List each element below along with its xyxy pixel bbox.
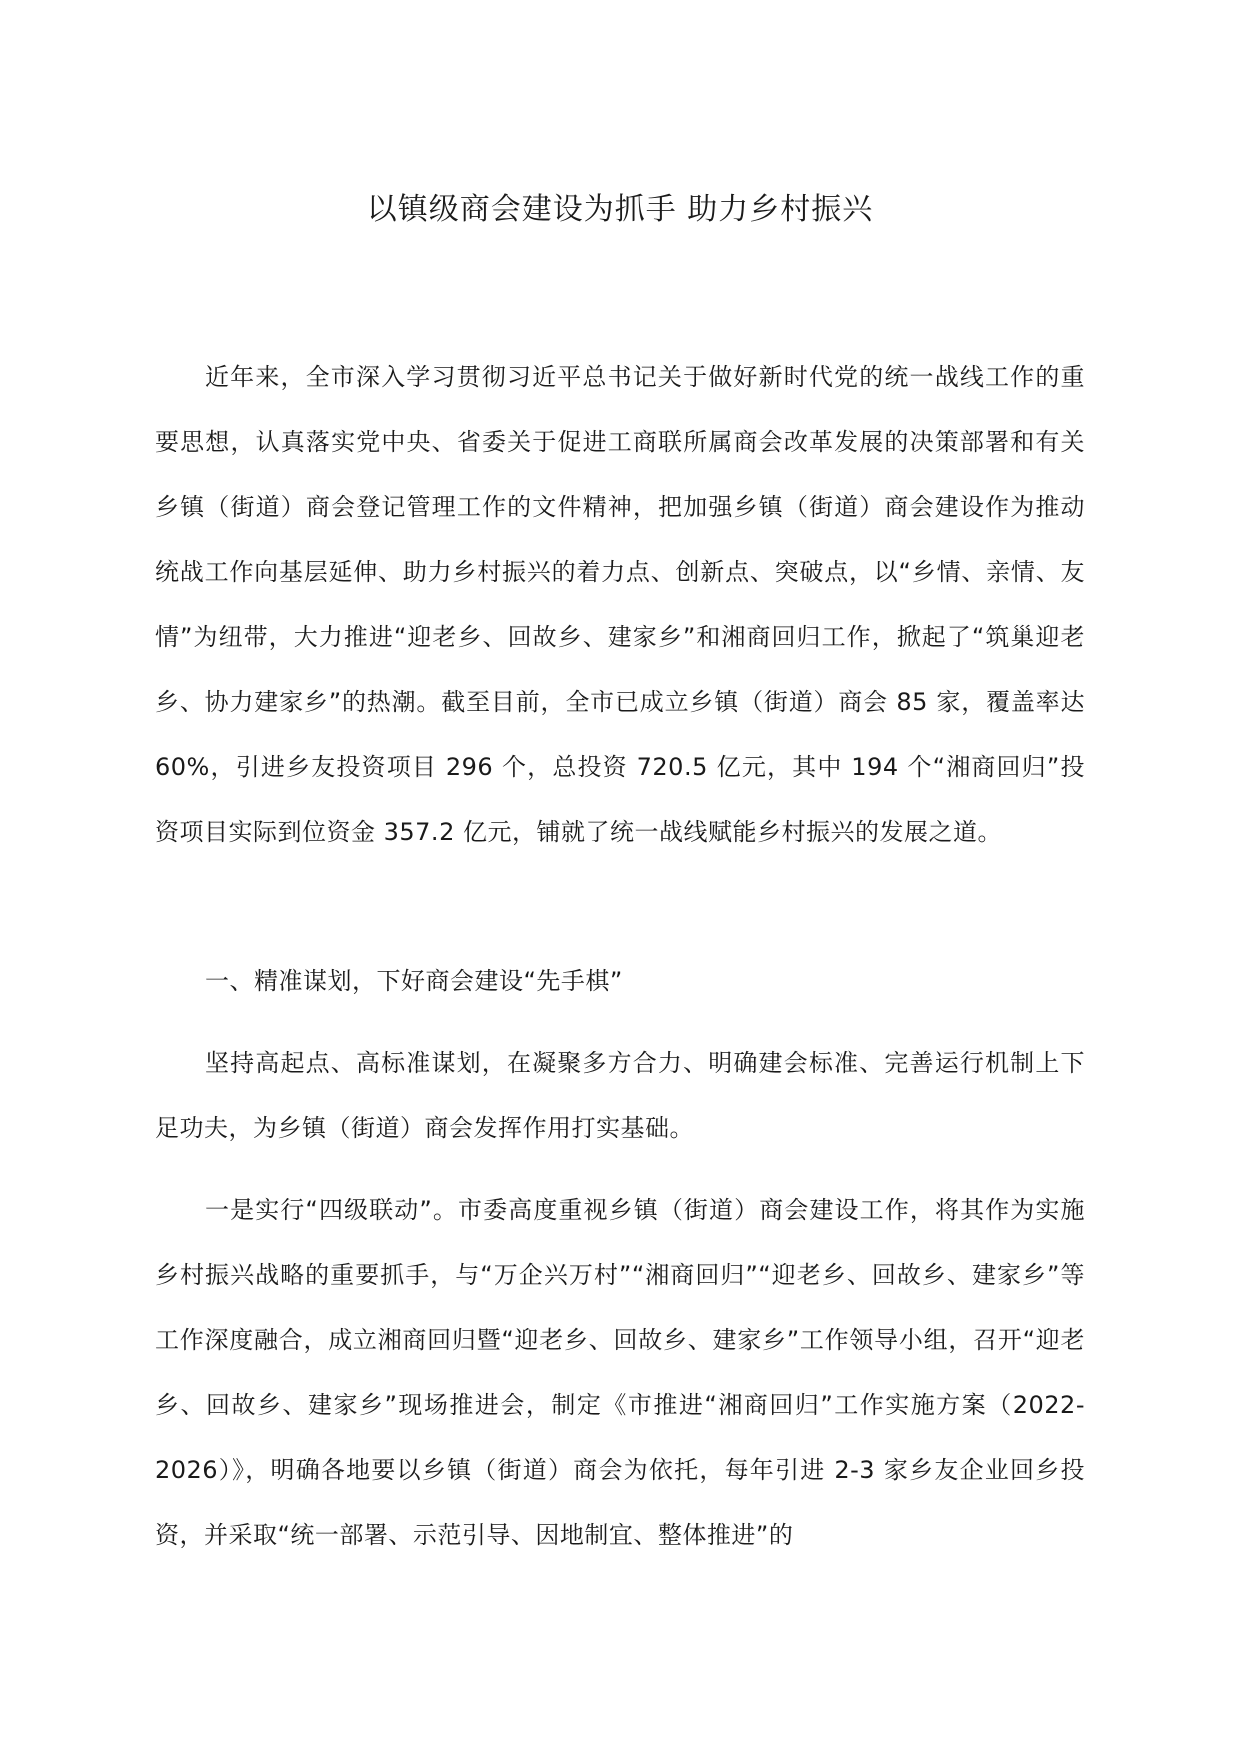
- document-title: 以镇级商会建设为抓手 助力乡村振兴: [366, 192, 874, 227]
- paragraph-text: 一是实行“四级联动”。市委高度重视乡镇（街道）商会建设工作，将其作为实施乡村振兴战略的重要抓手，与“万企兴万村”“湘商回归”“迎老乡、回故乡、建家乡”等工作深度融合，成立湘商回归暨“迎老乡、回故乡、建家乡”工作领导小组，召开“迎老乡、回故乡、建家乡”现场推进会，制定《市推进“湘商回归”工作实施方案（2022-2026）》，明确各地要以乡镇（街道）商会为依托，每年引进 2-3 家乡友企业回乡投资，并采取“统一部署、示范引导、因地制宜、整体推进”的: [155, 1196, 1085, 1549]
- paragraph-text: 坚持高起点、高标准谋划，在凝聚多方合力、明确建会标准、完善运行机制上下足功夫，为乡镇（街道）商会发挥作用打实基础。: [155, 1049, 1085, 1142]
- paragraph-four-level: [155, 1178, 1085, 1568]
- paragraph-text: 近年来，全市深入学习贯彻习近平总书记关于做好新时代党的统一战线工作的重要思想，认真落实党中央、省委关于促进工商联所属商会改革发展的决策部署和有关乡镇（街道）商会登记管理工作的文件精神，把加强乡镇（街道）商会建设作为推动统战工作向基层延伸、助力乡村振兴的着力点、创新点、突破点，以“乡情、亲情、友情”为纽带，大力推进“迎老乡、回故乡、建家乡”和湘商回归工作，掀起了“筑巢迎老乡、协力建家乡”的热潮。截至目前，全市已成立乡镇（街道）商会 85 家，覆盖率达 60%，引进乡友投资项目 296 个，总投资 720.5 亿元，其中 194 个“湘商回归”投资项目实际到位资金 357.2 亿元，铺就了统一战线赋能乡村振兴的发展之道。: [155, 363, 1085, 846]
- section-heading-1: [155, 949, 1085, 1014]
- paragraph-section-intro: [155, 1031, 1085, 1161]
- paragraph-intro: [155, 345, 1085, 865]
- section-heading-text: 一、精准谋划，下好商会建设“先手棋”: [205, 967, 623, 995]
